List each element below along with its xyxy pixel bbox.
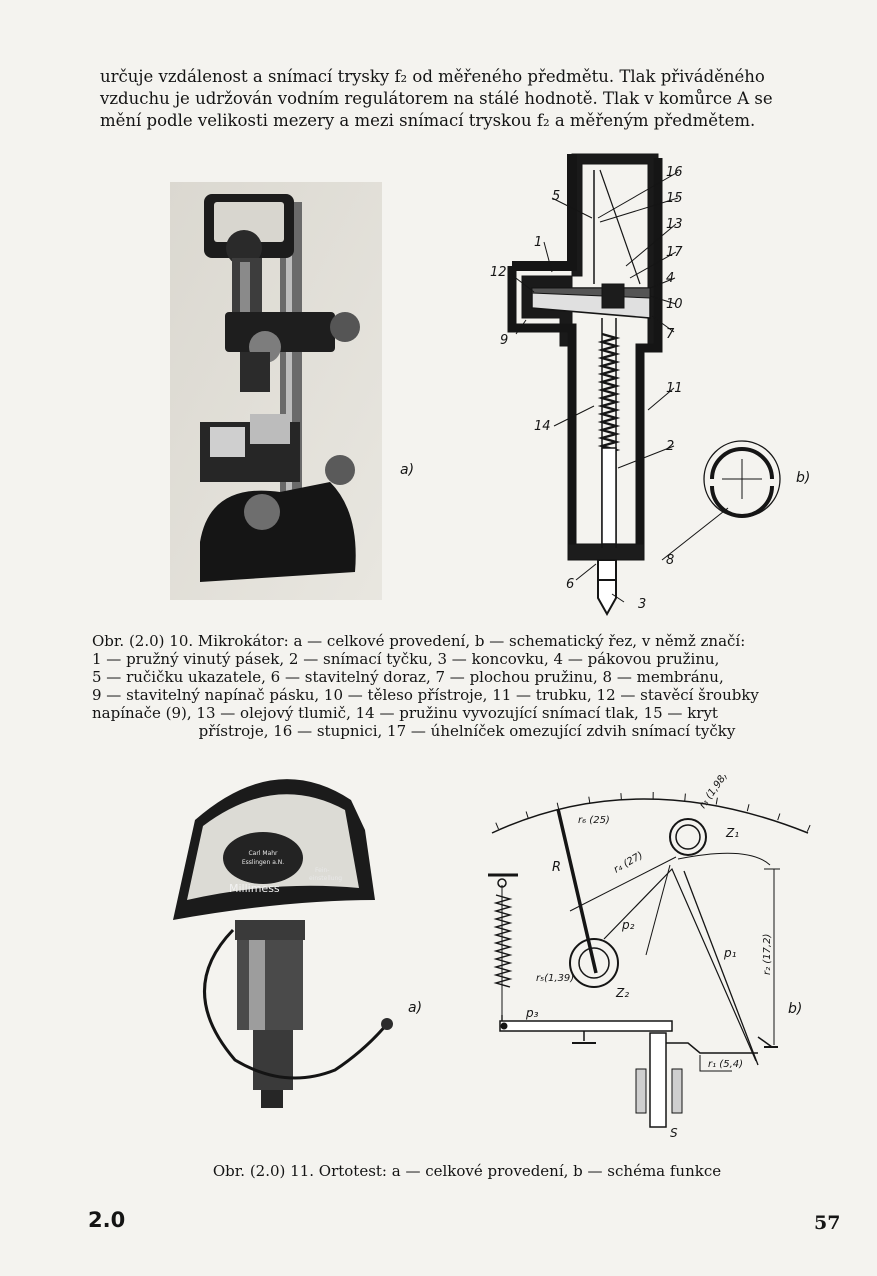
fig10-part-4: 4: [666, 271, 675, 286]
dial-small-text-3: Fein-: [315, 867, 330, 874]
figure-10-photo: [170, 182, 382, 600]
mikrokator-cross-section: [490, 148, 820, 618]
fig10-caption-line-3: 5 — ručičku ukazatele, 6 — stavitelný doraz, 7 — plochou pružinu, 8 — membránu,: [92, 668, 724, 686]
figure-10-label-a: a): [400, 462, 415, 478]
figure-11-label-b: b): [788, 1001, 803, 1017]
fig10-part-9: 9: [500, 333, 509, 348]
dial-small-text-4: einstellung: [309, 875, 343, 882]
figure-10-label-b: b): [796, 470, 811, 486]
section-number: 2.0: [88, 1208, 126, 1232]
schema-label-p3: p₃: [526, 1006, 539, 1020]
fig10-part-15: 15: [666, 191, 683, 206]
schema-label-z2: Z₂: [616, 986, 630, 1000]
dial-small-text-2: Esslingen a.N.: [241, 859, 285, 866]
intro-line-3: mění podle velikosti mezery a mezi snímací tryskou f₂ a měřeným předmětem.: [100, 111, 756, 130]
ortotest-function-schema: [488, 775, 828, 1145]
page-number: 57: [814, 1212, 841, 1234]
fig10-part-2: 2: [666, 439, 675, 454]
fig10-part-6: 6: [566, 577, 575, 592]
fig10-caption-line-4: 9 — stavitelný napínač pásku, 10 — těleso přístroje, 11 — trubku, 12 — stavěcí šroubky: [92, 686, 759, 704]
millimess-photo-illustration: [165, 760, 397, 1120]
fig10-part-17: 17: [666, 245, 683, 260]
fig10-part-14: 14: [534, 419, 551, 434]
fig10-part-13: 13: [666, 217, 683, 232]
schema-label-p1: p₁: [724, 946, 737, 960]
schema-label-s: S: [670, 1126, 678, 1140]
fig10-part-11: 11: [666, 381, 683, 396]
intro-line-1: určuje vzdálenost a snímací trysky f₂ od měřeného předmětu. Tlak přiváděného: [100, 67, 765, 86]
schema-label-r5: r₅(1,39): [536, 973, 575, 984]
fig11-caption-line: Obr. (2.0) 11. Ortotest: a — celkové provedení, b — schéma funkce: [212, 1162, 722, 1180]
fig10-caption-line-6: přístroje, 16 — stupnici, 17 — úhelníček omezující zdvih snímací tyčky: [198, 722, 736, 740]
intro-line-2: vzduchu je udržován vodním regulátorem na stálé hodnotě. Tlak v komůrce A se: [100, 89, 773, 108]
fig10-part-3: 3: [638, 597, 647, 612]
fig10-part-12: 12: [490, 265, 507, 280]
dial-brand: Millimess: [229, 882, 280, 895]
schema-label-z1: Z₁: [726, 826, 740, 840]
fig10-caption-line-1: Obr. (2.0) 10. Mikrokátor: a — celkové provedení, b — schematický řez, v němž značí:: [92, 632, 746, 650]
intro-paragraph: [100, 66, 850, 132]
figure-11-schematic: [488, 775, 828, 1145]
dial-small-text-1: Carl Mahr: [248, 850, 278, 857]
figure-10-schematic: [490, 148, 820, 618]
figure-11-photo: [165, 760, 397, 1120]
schema-label-R: R: [552, 860, 562, 875]
schema-label-r6: r₆ (25): [578, 815, 610, 826]
schema-label-r3: r₃ (1,98): [697, 775, 731, 811]
fig10-part-7: 7: [666, 327, 675, 342]
schema-label-r4: r₄ (27): [612, 850, 646, 876]
mikrokator-photo-illustration: [170, 182, 382, 600]
fig10-part-10: 10: [666, 297, 683, 312]
fig10-part-8: 8: [666, 553, 675, 568]
fig10-part-1: 1: [534, 235, 543, 250]
fig10-part-16: 16: [666, 165, 683, 180]
schema-label-r2: r₂ (17,2): [762, 933, 773, 975]
fig10-caption-line-2: 1 — pružný vinutý pásek, 2 — snímací tyčku, 3 — koncovku, 4 — pákovou pružinu,: [92, 650, 720, 668]
figure-11-label-a: a): [408, 1000, 423, 1016]
schema-label-r1: r₁ (5,4): [708, 1059, 744, 1070]
figure-10-caption: [92, 632, 842, 740]
fig10-caption-line-5: napínače (9), 13 — olejový tlumič, 14 — pružinu vyvozující snímací tlak, 15 — kryt: [92, 704, 718, 722]
figure-11-caption: [92, 1162, 842, 1180]
fig10-part-5: 5: [552, 189, 561, 204]
schema-label-p2: p₂: [622, 918, 635, 932]
